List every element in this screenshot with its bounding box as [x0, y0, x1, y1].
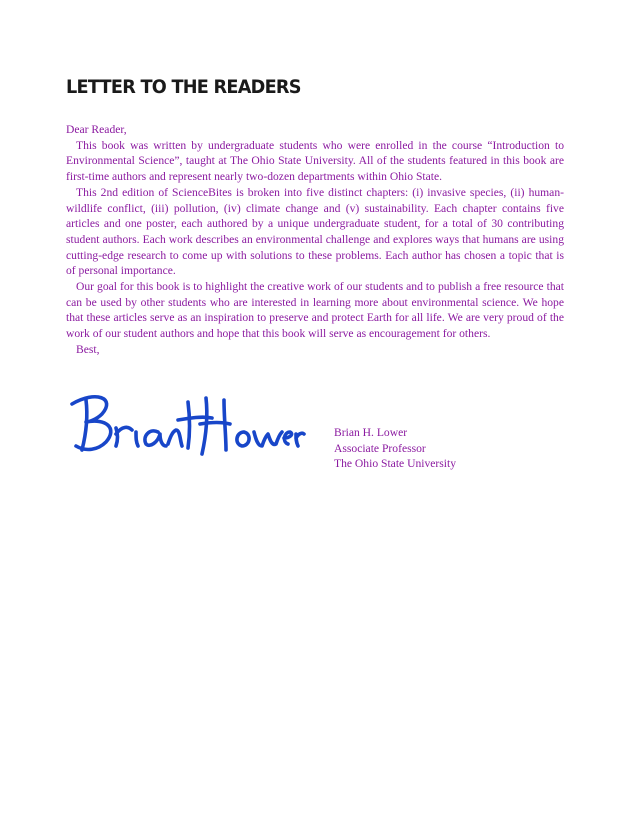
signer-institution: The Ohio State University	[334, 457, 457, 471]
letter-body	[66, 122, 564, 358]
letter-salutation: Dear Reader,	[66, 123, 127, 136]
page-title: LETTER TO THE READERS	[66, 76, 301, 98]
letter-paragraph-3: Our goal for this book is to highlight the creative work of our students and to publish a free resource that can be used by other students who are interested in learning more about environmental science. We hope that these articles serve as an inspiration to preserve and protect Earth for all life. We are very proud of the work of our student authors and hope that this book will serve as encouragement for others.	[66, 280, 564, 341]
handwritten-signature	[66, 388, 306, 466]
letter-paragraph-1: This book was written by undergraduate students who were enrolled in the course “Introduction to Environmental Science”, taught at The Ohio State University. All of the students featured in this book are first-time authors and represent nearly two-dozen departments within Ohio State.	[66, 138, 564, 184]
letter-paragraph-2: This 2nd edition of ScienceBites is broken into five distinct chapters: (i) invasive species, (ii) human-wildlife conflict, (iii) pollution, (iv) climate change and (v) sustainability. Each chapter contains five articles and one poster, each authored by a unique undergraduate student, for a total of 30 contributing student authors. Each work describes an environmental challenge and explores ways that humans are using cutting-edge research to come up with solutions to these problems. Each author has chosen a topic that is of personal importance.	[66, 185, 564, 278]
signer-role: Associate Professor	[334, 441, 426, 455]
letter-closing: Best,	[76, 342, 100, 356]
signer-info	[334, 425, 456, 472]
signer-name: Brian H. Lower	[334, 426, 408, 439]
